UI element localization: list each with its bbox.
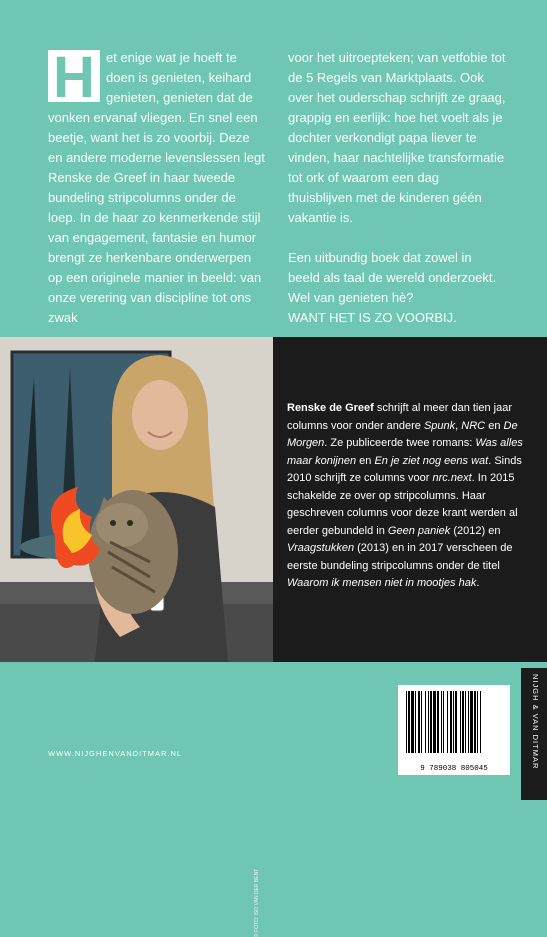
book-title: Was alles maar konijnen xyxy=(287,437,523,467)
barcode-bar xyxy=(437,691,439,753)
barcode-bar xyxy=(418,691,420,753)
barcode-bar xyxy=(447,691,448,753)
barcode-bar xyxy=(468,691,469,753)
author-bio xyxy=(287,400,532,593)
barcode-bar xyxy=(411,691,414,753)
isbn-number: 9 789038 805045 xyxy=(420,765,488,773)
barcode-bar xyxy=(477,691,478,753)
blurb-text-3: Een uitbundig boek dat zowel in beeld als taal de wereld onderzoekt. Wel van genieten hè? xyxy=(288,250,497,305)
barcode-bars xyxy=(398,685,510,760)
bio-text: . Sinds 2010 schrijft ze columns voor xyxy=(287,454,522,484)
blurb-paragraph-2 xyxy=(288,248,506,328)
barcode-bar xyxy=(433,691,436,753)
publisher-spine-strip xyxy=(521,668,547,800)
barcode-bar xyxy=(441,691,442,753)
book-title: Waarom ik mensen niet in mootjes hak xyxy=(287,577,477,589)
bio-text: en xyxy=(356,454,375,467)
barcode-bar xyxy=(470,691,473,753)
book-title: En je ziet nog eens wat xyxy=(374,454,489,467)
publisher-website: WWW.NIJGHENVANDITMAR.NL xyxy=(48,749,183,758)
barcode-bar xyxy=(408,691,410,753)
barcode-bar xyxy=(480,691,481,753)
barcode-bar xyxy=(450,691,452,753)
bio-text: . xyxy=(476,577,480,589)
bio-text: en xyxy=(485,419,504,432)
barcode-bar xyxy=(425,691,426,753)
barcode-bar xyxy=(421,691,422,753)
isbn-barcode xyxy=(398,685,510,775)
photo-credit: © FOTO: ISO VAN DER BENT xyxy=(254,868,260,937)
barcode-bar xyxy=(455,691,457,753)
bio-text: , xyxy=(455,419,462,432)
drop-cap: H xyxy=(48,50,100,102)
author-name: Renske de Greef xyxy=(287,402,374,414)
book-title: Vraagstukken xyxy=(287,542,355,554)
publication-title: De Morgen xyxy=(287,419,518,449)
barcode-bar xyxy=(406,691,407,753)
blurb-tagline: WANT HET IS ZO VOORBIJ. xyxy=(288,310,457,325)
blurb-column-left xyxy=(48,45,266,348)
author-bio-panel xyxy=(273,337,547,662)
blurb-text-2: voor het uitroepteken; van vetfobie tot de 5 Regels van Marktplaats. Ook over het ouderschap schrijft ze graag, grappig en eerlijk: hoe het voelt als je dochter verkondigt papa liever te vinden, haar nachtelijke transformatie tot ork of waarom een dag thuisblijven met de kinderen géén vakantie is. xyxy=(288,50,506,225)
barcode-bar xyxy=(465,691,466,753)
bio-text: (2013) en in 2017 verscheen de eerste bundeling stripcolumns onder de titel xyxy=(287,542,513,572)
bio-text: schrijft al meer dan tien jaar columns voor onder andere xyxy=(287,402,512,432)
barcode-bar xyxy=(462,691,464,753)
barcode-bar xyxy=(474,691,476,753)
author-photo-illustration xyxy=(0,337,273,662)
blurb-column-right xyxy=(288,48,506,328)
bio-text: . Ze publiceerde twee romans: xyxy=(324,437,476,449)
publication-title: Spunk xyxy=(423,419,456,432)
publication-title: nrc.next xyxy=(432,472,472,484)
barcode-bar xyxy=(430,691,432,753)
book-title: Geen paniek xyxy=(387,524,451,537)
publisher-name: NIJGH & VAN DITMAR xyxy=(531,674,540,770)
bio-text: . In 2015 schakelde ze over op stripcolumns. Haar geschreven columns voor deze krant werden al eerder gebundeld in xyxy=(287,472,518,537)
barcode-bar xyxy=(415,691,416,753)
barcode-bar xyxy=(453,691,454,753)
publication-title: NRC xyxy=(461,419,486,432)
blurb-paragraph-1 xyxy=(48,45,266,328)
barcode-bar xyxy=(443,691,444,753)
bio-text: (2012) en xyxy=(450,524,501,537)
blurb-text-1: et enige wat je hoeft te doen is genieten, keihard genieten, genieten dat de vonken ervanaf vliegen. En snel een beetje, want het is zo voorbij. Deze en andere moderne levenslessen legt Renske de Greef in haar tweede bundeling stripcolumns onder de loep. In de haar zo kenmerkende stijl van engagement, fantasie en humor brengt ze herkenbare onderwerpen op een originele manier in beeld: van onze verering van discipline tot ons zwak xyxy=(48,50,265,325)
barcode-bar xyxy=(428,691,429,753)
barcode-bar xyxy=(460,691,461,753)
